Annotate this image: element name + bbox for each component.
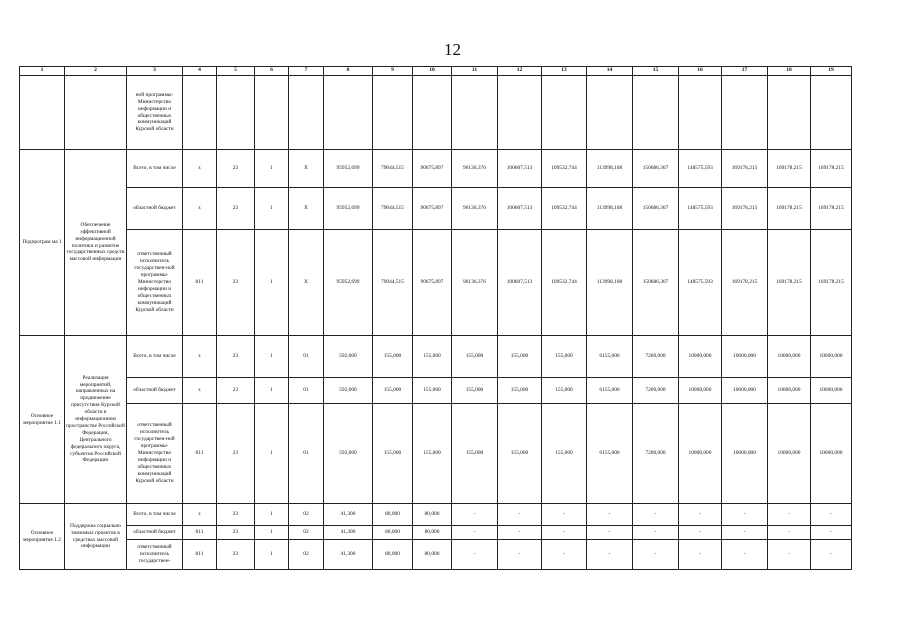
table-cell <box>542 76 587 150</box>
value-cell: 150686,367 <box>633 230 679 336</box>
code-cell: 1 <box>255 540 289 570</box>
value-cell: 155,000 <box>452 336 498 378</box>
column-header: 4 <box>183 67 217 76</box>
column-header: 15 <box>633 67 679 76</box>
value-cell: 80,000 <box>413 504 452 526</box>
value-cell: 592,000 <box>324 336 373 378</box>
value-cell: 169178,215 <box>722 230 768 336</box>
column-header: 10 <box>413 67 452 76</box>
value-cell: - <box>768 504 811 526</box>
column-header: 16 <box>679 67 722 76</box>
value-cell: 113998,108 <box>587 150 633 188</box>
value-cell: - <box>587 504 633 526</box>
program-name-cell: Основное мероприятие 1.2 <box>20 504 65 570</box>
value-cell: 96136,376 <box>452 188 498 230</box>
value-cell: 79044,515 <box>373 150 413 188</box>
code-cell: x <box>183 188 217 230</box>
value-cell: - <box>633 526 679 540</box>
value-cell: 169178,215 <box>722 188 768 230</box>
table-row <box>20 504 852 526</box>
code-cell: 811 <box>183 230 217 336</box>
value-cell: 6155,000 <box>587 404 633 504</box>
value-cell: 10000,000 <box>768 404 811 504</box>
value-cell: - <box>587 540 633 570</box>
code-cell: x <box>183 150 217 188</box>
value-cell: - <box>542 540 587 570</box>
column-header: 7 <box>289 67 324 76</box>
table-cell <box>811 76 852 150</box>
table-row <box>20 76 852 150</box>
code-cell: X <box>289 230 324 336</box>
value-cell: 109532,744 <box>542 230 587 336</box>
source-cell: ответственный исполнитель государствен- <box>127 540 183 570</box>
value-cell: 109532,744 <box>542 188 587 230</box>
code-cell: 1 <box>255 188 289 230</box>
value-cell: 10000,000 <box>722 404 768 504</box>
value-cell: 155,000 <box>498 404 542 504</box>
value-cell: - <box>498 504 542 526</box>
value-cell: 592,000 <box>324 404 373 504</box>
code-cell: 1 <box>255 504 289 526</box>
value-cell: 10000,000 <box>811 336 852 378</box>
page-number: 12 <box>444 40 461 59</box>
value-cell: 169178,215 <box>768 150 811 188</box>
table-cell <box>373 76 413 150</box>
code-cell: 23 <box>217 230 255 336</box>
value-cell: 80,000 <box>413 540 452 570</box>
value-cell: - <box>722 526 768 540</box>
code-cell: 02 <box>289 540 324 570</box>
source-cell: ответственный исполнитель государствен-ной программы-Министерство информации и общественных коммуникаций Курской области <box>127 230 183 336</box>
table-row <box>20 404 852 504</box>
value-cell: 155,000 <box>542 336 587 378</box>
program-title-cell: Поддержка социально значимых проектов в средствах массовой информации <box>65 504 127 570</box>
table-cell <box>452 76 498 150</box>
value-cell: 10000,000 <box>768 336 811 378</box>
value-cell: 148575,593 <box>679 150 722 188</box>
code-cell: 1 <box>255 526 289 540</box>
value-cell: 169178,215 <box>811 188 852 230</box>
table-row <box>20 526 852 540</box>
value-cell: - <box>768 526 811 540</box>
table-cell <box>289 76 324 150</box>
table-row <box>20 230 852 336</box>
code-cell: x <box>183 504 217 526</box>
value-cell: 169178,215 <box>811 150 852 188</box>
value-cell: 169178,215 <box>768 188 811 230</box>
value-cell: 155,000 <box>413 404 452 504</box>
program-name-cell: Подпрограм ма 1 <box>20 150 65 336</box>
value-cell: - <box>498 540 542 570</box>
code-cell: 01 <box>289 404 324 504</box>
value-cell: - <box>811 504 852 526</box>
column-header: 5 <box>217 67 255 76</box>
value-cell: 6155,000 <box>587 336 633 378</box>
value-cell: 10000,000 <box>811 378 852 404</box>
table-cell <box>413 76 452 150</box>
code-cell: 1 <box>255 336 289 378</box>
code-cell: 1 <box>255 150 289 188</box>
code-cell: 01 <box>289 336 324 378</box>
value-cell: - <box>722 540 768 570</box>
value-cell: 95952,699 <box>324 188 373 230</box>
code-cell: 23 <box>217 404 255 504</box>
value-cell: 6155,000 <box>587 378 633 404</box>
value-cell: 41,300 <box>324 540 373 570</box>
column-header: 3 <box>127 67 183 76</box>
value-cell: 155,000 <box>413 378 452 404</box>
value-cell: 155,000 <box>373 404 413 504</box>
value-cell: - <box>452 504 498 526</box>
table-cell <box>587 76 633 150</box>
column-header: 2 <box>65 67 127 76</box>
table-cell: ной программы-Министерство информации и общественных коммуникаций Курской области <box>127 76 183 150</box>
value-cell: 79044,515 <box>373 230 413 336</box>
value-cell: - <box>679 526 722 540</box>
table-cell <box>722 76 768 150</box>
value-cell: - <box>498 526 542 540</box>
source-cell: Всего, в том числе <box>127 504 183 526</box>
value-cell: 80,000 <box>413 526 452 540</box>
value-cell: - <box>587 526 633 540</box>
value-cell: - <box>452 526 498 540</box>
value-cell: 90675,897 <box>413 188 452 230</box>
value-cell: 10000,000 <box>811 404 852 504</box>
value-cell: - <box>542 526 587 540</box>
value-cell: 100607,513 <box>498 188 542 230</box>
value-cell: - <box>768 540 811 570</box>
table-cell <box>20 76 65 150</box>
value-cell: 41,300 <box>324 504 373 526</box>
value-cell: 80,000 <box>373 504 413 526</box>
table-row <box>20 188 852 230</box>
program-title-cell: Реализация мероприятий, направленных на продвижение присутствия Курской области в информационном пространстве Российской Федерации, Центрального федерального округа, субъектов Российской Федерации <box>65 336 127 504</box>
column-header: 19 <box>811 67 852 76</box>
budget-table <box>19 66 852 570</box>
table-row <box>20 336 852 378</box>
value-cell: - <box>679 540 722 570</box>
table-cell <box>324 76 373 150</box>
code-cell: 23 <box>217 150 255 188</box>
value-cell: 148575,593 <box>679 188 722 230</box>
column-header: 18 <box>768 67 811 76</box>
value-cell: 169178,215 <box>811 230 852 336</box>
code-cell: x <box>183 378 217 404</box>
value-cell: 7200,000 <box>633 336 679 378</box>
table-row <box>20 378 852 404</box>
program-name-cell: Основное мероприятие 1.1 <box>20 336 65 504</box>
value-cell: 148575,593 <box>679 230 722 336</box>
table-row <box>20 150 852 188</box>
value-cell: 10000,000 <box>768 378 811 404</box>
value-cell: 10000,000 <box>722 336 768 378</box>
code-cell: 01 <box>289 378 324 404</box>
code-cell: 811 <box>183 526 217 540</box>
program-title-cell: Обеспечение эффективной информационной политики и развитие государственных средств массовой информации <box>65 150 127 336</box>
table-cell <box>768 76 811 150</box>
value-cell: 95952,699 <box>324 150 373 188</box>
code-cell: 23 <box>217 504 255 526</box>
value-cell: 155,000 <box>373 378 413 404</box>
value-cell: 155,000 <box>542 378 587 404</box>
code-cell: x <box>183 336 217 378</box>
code-cell: 1 <box>255 404 289 504</box>
value-cell: 592,000 <box>324 378 373 404</box>
value-cell: 155,000 <box>413 336 452 378</box>
source-cell: Всего, в том числе <box>127 336 183 378</box>
table-cell <box>183 76 217 150</box>
code-cell: 1 <box>255 378 289 404</box>
value-cell: 80,000 <box>373 540 413 570</box>
value-cell: 95952,699 <box>324 230 373 336</box>
table-row <box>20 540 852 570</box>
table-cell <box>679 76 722 150</box>
code-cell: 02 <box>289 504 324 526</box>
value-cell: 150686,367 <box>633 188 679 230</box>
value-cell: 155,000 <box>498 378 542 404</box>
value-cell: - <box>633 540 679 570</box>
column-header: 8 <box>324 67 373 76</box>
code-cell: X <box>289 188 324 230</box>
code-cell: 811 <box>183 404 217 504</box>
column-header: 9 <box>373 67 413 76</box>
value-cell: 7200,000 <box>633 378 679 404</box>
value-cell: 169178,215 <box>722 150 768 188</box>
code-cell: 23 <box>217 526 255 540</box>
value-cell: 10000,000 <box>722 378 768 404</box>
column-header: 17 <box>722 67 768 76</box>
value-cell: - <box>542 504 587 526</box>
table-cell <box>65 76 127 150</box>
value-cell: 155,000 <box>373 336 413 378</box>
column-header: 12 <box>498 67 542 76</box>
table-cell <box>633 76 679 150</box>
code-cell: 23 <box>217 540 255 570</box>
value-cell: 10000,000 <box>679 378 722 404</box>
value-cell: - <box>679 504 722 526</box>
code-cell: 02 <box>289 526 324 540</box>
value-cell: 100607,513 <box>498 230 542 336</box>
code-cell: 23 <box>217 378 255 404</box>
code-cell: 23 <box>217 188 255 230</box>
value-cell: - <box>811 540 852 570</box>
table-cell <box>255 76 289 150</box>
code-cell: X <box>289 150 324 188</box>
value-cell: 100607,513 <box>498 150 542 188</box>
value-cell: - <box>722 504 768 526</box>
value-cell: 96136,376 <box>452 150 498 188</box>
source-cell: Всего, в том числе <box>127 150 183 188</box>
value-cell: 155,000 <box>452 404 498 504</box>
column-header: 11 <box>452 67 498 76</box>
value-cell: 10000,000 <box>679 404 722 504</box>
value-cell: 80,000 <box>373 526 413 540</box>
source-cell: областной бюджет <box>127 378 183 404</box>
source-cell: ответственный исполнитель государствен-ной программы-Министерство информации и общественных коммуникаций Курской области <box>127 404 183 504</box>
table-cell <box>217 76 255 150</box>
value-cell: - <box>811 526 852 540</box>
value-cell: 109532,744 <box>542 150 587 188</box>
value-cell: 96136,376 <box>452 230 498 336</box>
column-header: 6 <box>255 67 289 76</box>
value-cell: 90675,897 <box>413 150 452 188</box>
code-cell: 811 <box>183 540 217 570</box>
value-cell: 41,300 <box>324 526 373 540</box>
value-cell: 113998,108 <box>587 230 633 336</box>
column-header: 1 <box>20 67 65 76</box>
source-cell: областной бюджет <box>127 188 183 230</box>
table-cell <box>498 76 542 150</box>
value-cell: 10000,000 <box>679 336 722 378</box>
value-cell: 155,000 <box>498 336 542 378</box>
value-cell: 150686,367 <box>633 150 679 188</box>
code-cell: 23 <box>217 336 255 378</box>
code-cell: 1 <box>255 230 289 336</box>
value-cell: 155,000 <box>452 378 498 404</box>
value-cell: 79044,515 <box>373 188 413 230</box>
source-cell: областной бюджет <box>127 526 183 540</box>
value-cell: 113998,108 <box>587 188 633 230</box>
column-header: 14 <box>587 67 633 76</box>
value-cell: 7200,000 <box>633 404 679 504</box>
value-cell: - <box>452 540 498 570</box>
value-cell: 169178,215 <box>768 230 811 336</box>
header-row <box>20 67 852 76</box>
value-cell: 155,000 <box>542 404 587 504</box>
value-cell: 90675,897 <box>413 230 452 336</box>
column-header: 13 <box>542 67 587 76</box>
value-cell: - <box>633 504 679 526</box>
